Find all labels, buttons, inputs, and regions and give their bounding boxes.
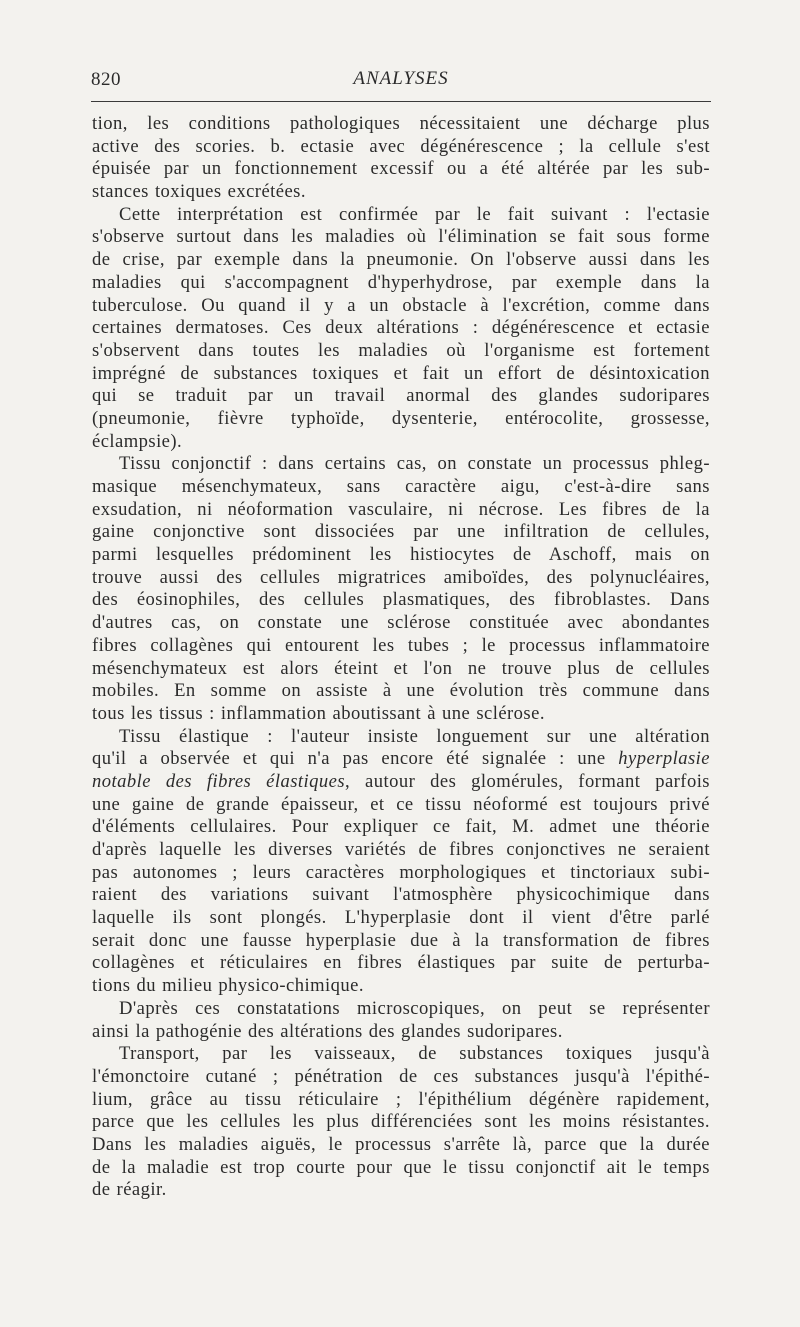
- page-number: 820: [91, 69, 121, 90]
- text-line: collagènes et réticulaires en fibres élastiques par suite de perturba-: [92, 952, 710, 974]
- text-line: fibres collagènes qui entourent les tubes ; le processus inflammatoire: [92, 634, 710, 656]
- text-line: de réagir.: [92, 1179, 167, 1201]
- text-line: Dans les maladies aiguës, le processus s'arrête là, parce que la durée: [92, 1133, 710, 1155]
- italic-term: hyperplasie: [618, 748, 710, 770]
- text-line: serait donc une fausse hyperplasie due à la transformation de fibres: [92, 929, 710, 951]
- text-line: d'après laquelle les diverses variétés de fibres conjonctives ne seraient: [92, 839, 710, 860]
- body-text: [92, 113, 710, 1202]
- page-header: [91, 66, 711, 96]
- text-line: de la maladie est trop courte pour que le tissu conjonctif ait le temps: [92, 1156, 710, 1178]
- running-title: ANALYSES: [353, 68, 449, 89]
- text-line: gaine conjonctive sont dissociées par une infiltration de cellules,: [92, 521, 710, 543]
- text-line: trouve aussi des cellules migratrices amiboïdes, des polynucléaires,: [92, 566, 710, 588]
- header-rule: [91, 101, 711, 102]
- text-line: D'après ces constatations microscopiques, on peut se représenter: [119, 997, 710, 1019]
- text-line: l'émonctoire cutané ; pénétration de ces substances jusqu'à l'épithé-: [92, 1065, 710, 1087]
- italic-phrase: notable des fibres élastiques: [92, 770, 346, 792]
- text-line: certaines dermatoses. Ces deux altérations : dégénérescence et ectasie: [92, 317, 710, 339]
- text-segment: qu'il a observée et qui n'a pas encore été signalée : une: [92, 748, 619, 770]
- text-line: Cette interprétation est confirmée par le fait suivant : l'ectasie: [119, 203, 710, 225]
- text-line: s'observent dans toutes les maladies où l'organisme est fortement: [92, 339, 710, 361]
- text-line: masique mésenchymateux, sans caractère aigu, c'est-à-dire sans: [92, 476, 710, 497]
- text-line: Tissu élastique : l'auteur insiste longuement sur une altération: [119, 725, 710, 747]
- text-line: d'autres cas, on constate une sclérose constituée avec abondantes: [92, 612, 710, 634]
- text-line: (pneumonie, fièvre typhoïde, dysenterie, entérocolite, grossesse,: [92, 407, 710, 429]
- text-line: imprégné de substances toxiques et fait un effort de désintoxication: [92, 362, 710, 384]
- text-line: tuberculose. Ou quand il y a un obstacle à l'excrétion, comme dans: [92, 294, 710, 316]
- text-line: s'observe surtout dans les maladies où l'élimination se fait sous forme: [92, 226, 710, 248]
- text-segment: , autour des glomérules, formant parfois: [345, 770, 710, 792]
- text-line: éclampsie).: [92, 430, 183, 452]
- text-line: d'éléments cellulaires. Pour expliquer ce fait, M. admet une théorie: [92, 816, 710, 838]
- text-line: tous les tissus : inflammation aboutissant à une sclérose.: [92, 702, 545, 724]
- text-line: qui se traduit par un travail anormal des glandes sudoripares: [92, 385, 710, 407]
- text-line: de crise, par exemple dans la pneumonie. On l'observe aussi dans les: [92, 249, 710, 271]
- text-line: épuisée par un fonctionnement excessif ou a été altérée par les sub-: [92, 158, 710, 180]
- text-line: tions du milieu physico-chimique.: [92, 975, 364, 997]
- text-line: parmi lesquelles prédominent les histiocytes de Aschoff, mais on: [92, 544, 710, 566]
- text-line-with-italic: [92, 771, 710, 794]
- text-line: laquelle ils sont plongés. L'hyperplasie dont il vient d'être parlé: [92, 907, 710, 929]
- text-line: Tissu conjonctif : dans certains cas, on constate un processus phleg-: [119, 453, 710, 475]
- text-line: maladies qui s'accompagnent d'hyperhydrose, par exemple dans la: [92, 271, 710, 293]
- text-line: active des scories. b. ectasie avec dégénérescence ; la cellule s'est: [92, 135, 710, 157]
- text-line: des éosinophiles, des cellules plasmatiques, des fibroblastes. Dans: [92, 589, 710, 611]
- text-line: mésenchymateux est alors éteint et l'on ne trouve plus de cellules: [92, 657, 710, 679]
- text-line: tion, les conditions pathologiques nécessitaient une décharge plus: [92, 113, 710, 134]
- text-line: pas autonomes ; leurs caractères morphologiques et tinctoriaux subi-: [92, 861, 710, 883]
- text-line: mobiles. En somme on assiste à une évolution très commune dans: [92, 680, 710, 702]
- text-line: exsudation, ni néoformation vasculaire, ni nécrose. Les fibres de la: [92, 498, 710, 520]
- text-line-with-italic: [92, 748, 710, 771]
- text-line: parce que les cellules les plus différenciées sont les moins résistantes.: [92, 1111, 710, 1133]
- text-line: ainsi la pathogénie des altérations des glandes sudoripares.: [92, 1020, 563, 1042]
- text-line: Transport, par les vaisseaux, de substances toxiques jusqu'à: [119, 1043, 710, 1065]
- text-line: stances toxiques excrétées.: [92, 181, 306, 203]
- text-line: raient des variations suivant l'atmosphère physicochimique dans: [92, 884, 710, 906]
- text-line: lium, grâce au tissu réticulaire ; l'épithélium dégénère rapidement,: [92, 1088, 710, 1110]
- text-line: une gaine de grande épaisseur, et ce tissu néoformé est toujours privé: [92, 793, 710, 815]
